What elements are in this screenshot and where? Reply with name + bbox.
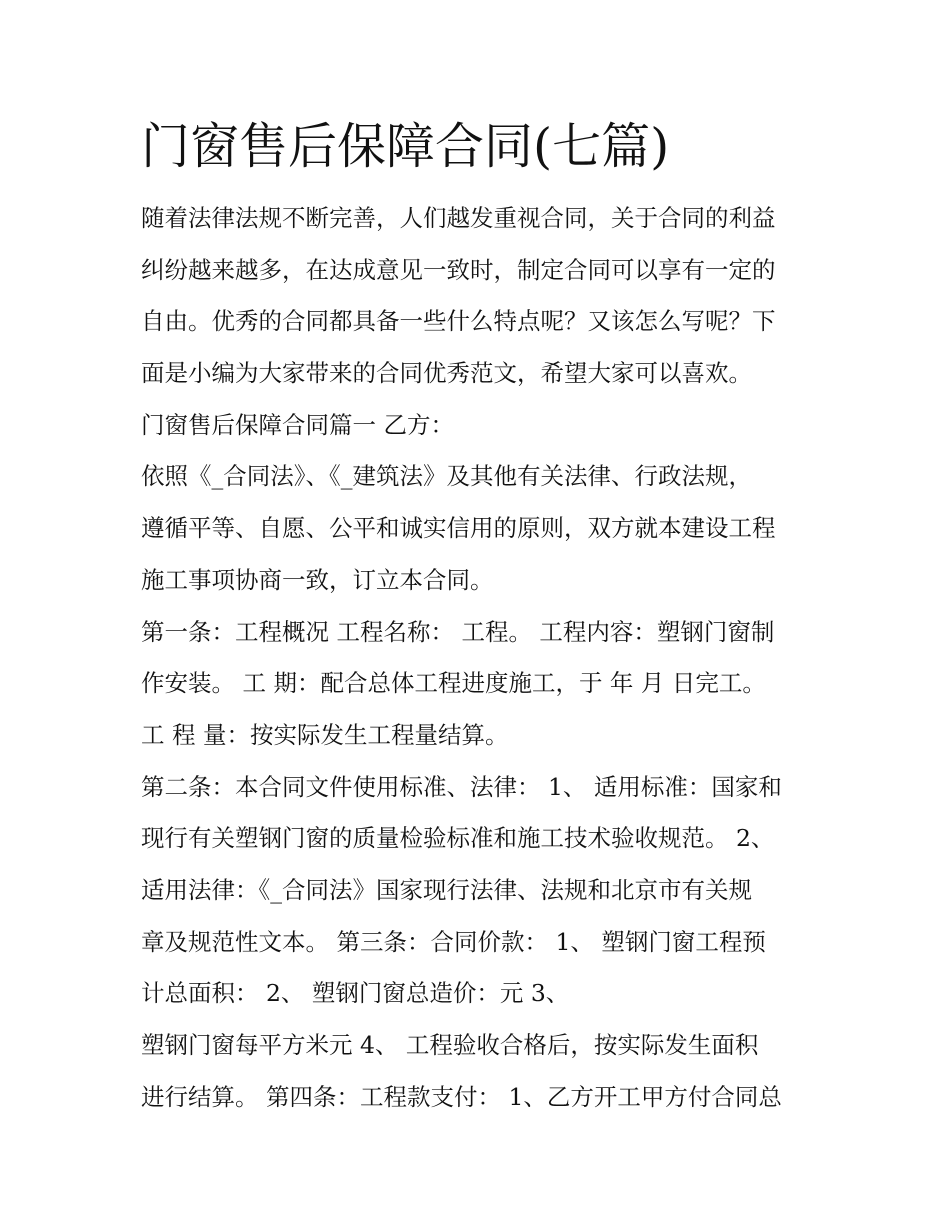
body-line: 随着法律法规不断完善，人们越发重视合同，关于合同的利益 (141, 204, 776, 232)
body-line: 工 程 量：按实际发生工程量结算。 (141, 720, 509, 749)
body-line: 施工事项协商一致，订立本合同。 (141, 565, 494, 594)
section-heading: 门窗售后保障合同篇一 乙方： (141, 410, 454, 439)
body-line: 纠纷越来越多，在达成意见一致时，制定合同可以享有一定的 (141, 255, 776, 284)
body-line: 计总面积： 2、 塑钢门窗总造价：元 3、 (141, 979, 570, 1008)
body-line: 依照《_合同法》、《_建筑法》及其他有关法律、行政法规， (141, 462, 752, 491)
body-line: 遵循平等、自愿、公平和诚实信用的原则，双方就本建设工程 (141, 514, 776, 543)
body-line: 自由。优秀的合同都具备一些什么特点呢？又该怎么写呢？下 (141, 307, 776, 336)
body-line: 进行结算。 第四条：工程款支付： 1、乙方开工甲方付合同总 (141, 1082, 782, 1111)
body-line: 适用法律：《_合同法》国家现行法律、法规和北京市有关规 (141, 875, 752, 904)
body-line: 面是小编为大家带来的合同优秀范文，希望大家可以喜欢。 (141, 359, 752, 388)
document-body (141, 193, 821, 1123)
body-line: 第一条：工程概况 工程名称： 工程。 工程内容：塑钢门窗制 (141, 617, 775, 646)
body-line: 现行有关塑钢门窗的质量检验标准和施工技术验收规范。 2、 (141, 824, 775, 853)
body-line: 塑钢门窗每平方米元 4、 工程验收合格后，按实际发生面积 (141, 1031, 759, 1059)
body-line: 作安装。 工 期：配合总体工程进度施工，于 年 月 日完工。 (141, 669, 766, 698)
body-line: 章及规范性文本。 第三条：合同价款： 1、 塑钢门窗工程预 (141, 927, 766, 956)
document-title: 门窗售后保障合同(七篇) (141, 118, 670, 175)
body-line: 第二条：本合同文件使用标准、法律： 1、 适用标准：国家和 (141, 772, 782, 801)
